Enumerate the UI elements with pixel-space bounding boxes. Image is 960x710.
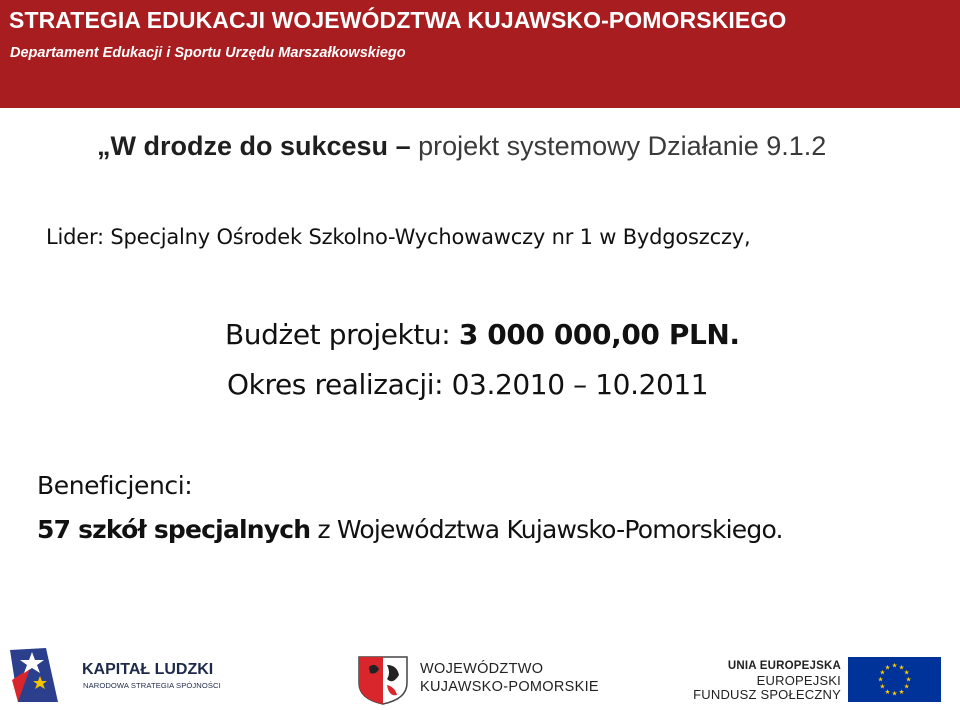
kapital-ludzki-subtitle: NARODOWA STRATEGIA SPÓJNOŚCI <box>83 681 221 690</box>
beneficiaries-count: 57 szkół specjalnych <box>37 515 311 544</box>
period-line: Okres realizacji: 03.2010 – 10.2011 <box>227 368 709 401</box>
wojewodztwo-line2: KUJAWSKO-POMORSKIE <box>420 679 599 695</box>
coat-of-arms-icon <box>357 655 409 705</box>
project-name: „W drodze do sukcesu <box>97 131 389 161</box>
budget-line <box>225 318 740 351</box>
header-subtitle: Departament Edukacji i Sportu Urzędu Marszałkowskiego <box>10 45 406 61</box>
unia-line3: FUNDUSZ SPOŁECZNY <box>693 687 841 702</box>
project-line <box>97 131 826 162</box>
beneficiaries-label: Beneficjenci: <box>37 471 193 500</box>
eu-star: ★ <box>879 668 886 677</box>
beneficiaries-text <box>37 515 783 544</box>
eu-star: ★ <box>905 675 912 684</box>
eu-star: ★ <box>898 687 905 696</box>
footer-logos <box>0 640 960 710</box>
project-dash: – <box>395 131 411 161</box>
lider-text: Lider: Specjalny Ośrodek Szkolno-Wychowawczy nr 1 w Bydgoszczy, <box>46 225 751 249</box>
header-title: STRATEGIA EDUKACJI WOJEWÓDZTWA KUJAWSKO-POMORSKIEGO <box>9 7 787 33</box>
eu-star: ★ <box>903 682 910 691</box>
eu-star: ★ <box>891 689 898 698</box>
kapital-ludzki-title: KAPITAŁ LUDZKI <box>82 661 214 678</box>
eu-star: ★ <box>891 661 898 670</box>
eu-star: ★ <box>879 682 886 691</box>
eu-star: ★ <box>884 687 891 696</box>
budget-value: 3 000 000,00 PLN. <box>458 318 740 351</box>
eu-star: ★ <box>877 675 884 684</box>
wojewodztwo-line1: WOJEWÓDZTWO <box>420 661 544 677</box>
header-banner <box>0 0 960 108</box>
unia-line2: EUROPEJSKI <box>756 673 841 688</box>
eu-star: ★ <box>898 663 905 672</box>
eu-star: ★ <box>903 668 910 677</box>
unia-line1: UNIA EUROPEJSKA <box>727 660 841 672</box>
eu-star: ★ <box>884 663 891 672</box>
beneficiaries-rest: z Województwa Kujawsko-Pomorskiego. <box>310 515 783 544</box>
kapital-ludzki-logo <box>6 646 66 704</box>
eu-flag-icon <box>848 657 941 702</box>
project-description: projekt systemowy Działanie 9.1.2 <box>418 131 827 161</box>
budget-label: Budżet projektu: <box>225 318 459 351</box>
